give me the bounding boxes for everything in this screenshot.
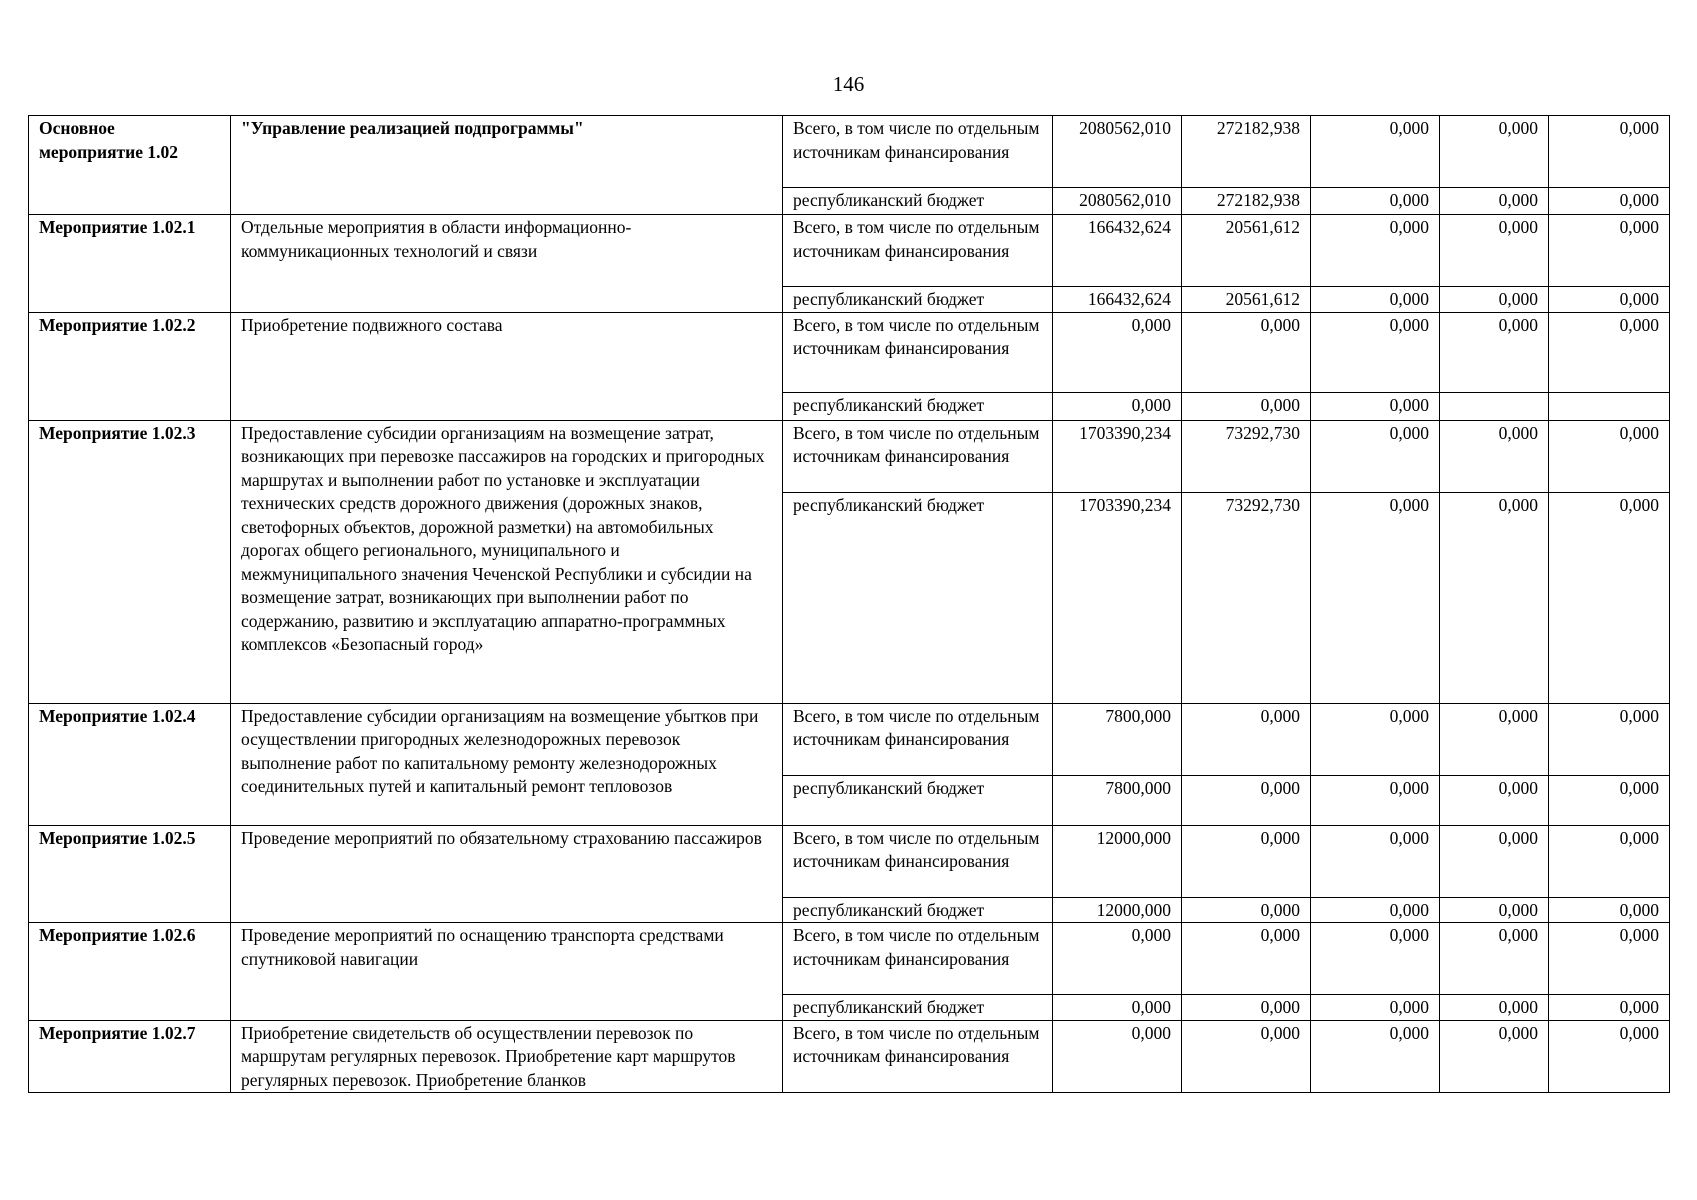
amount-cell: 0,000 (1182, 923, 1311, 995)
amount-cell: 0,000 (1311, 1020, 1440, 1093)
amount-cell: 0,000 (1440, 116, 1549, 188)
funding-source-total: Всего, в том числе по отдельным источникам финансирования (783, 215, 1053, 287)
amount-cell: 0,000 (1182, 392, 1311, 420)
amount-cell: 0,000 (1311, 775, 1440, 825)
amount-cell: 166432,624 (1053, 287, 1182, 313)
amount-cell: 0,000 (1549, 492, 1670, 703)
amount-cell: 0,000 (1549, 775, 1670, 825)
funding-source-total: Всего, в том числе по отдельным источникам финансирования (783, 1020, 1053, 1093)
amount-cell: 0,000 (1311, 215, 1440, 287)
funding-source-budget: республиканский бюджет (783, 188, 1053, 215)
amount-cell: 0,000 (1182, 825, 1311, 897)
measure-code: Основное мероприятие 1.02 (29, 116, 231, 215)
measure-code: Мероприятие 1.02.1 (29, 215, 231, 313)
amount-cell: 0,000 (1549, 188, 1670, 215)
amount-cell: 0,000 (1440, 775, 1549, 825)
measure-code: Мероприятие 1.02.5 (29, 825, 231, 923)
amount-cell: 0,000 (1440, 420, 1549, 492)
measure-name: Проведение мероприятий по оснащению транспорта средствами спутниковой навигации (231, 923, 783, 1021)
amount-cell: 0,000 (1549, 1020, 1670, 1093)
amount-cell (1440, 392, 1549, 420)
amount-cell: 0,000 (1182, 897, 1311, 923)
amount-cell: 20561,612 (1182, 215, 1311, 287)
amount-cell: 73292,730 (1182, 492, 1311, 703)
amount-cell: 73292,730 (1182, 420, 1311, 492)
amount-cell: 0,000 (1182, 995, 1311, 1021)
amount-cell: 0,000 (1311, 188, 1440, 215)
amount-cell: 0,000 (1311, 825, 1440, 897)
amount-cell: 0,000 (1053, 995, 1182, 1021)
table-row (29, 116, 1670, 188)
page-number: 146 (832, 72, 865, 96)
budget-table (28, 115, 1670, 1093)
amount-cell: 0,000 (1311, 897, 1440, 923)
amount-cell: 0,000 (1549, 923, 1670, 995)
amount-cell: 7800,000 (1053, 775, 1182, 825)
amount-cell: 7800,000 (1053, 703, 1182, 775)
measure-name: Предоставление субсидии организациям на возмещение затрат, возникающих при перевозке пассажиров на городских и пригородных маршрутах и выполнении работ по установке и эксплуатации технических средств дорожного движения (дорожных знаков, светофорных объектов, дорожной разметки) на автомобильных дорогах общего регионального, муниципального и межмуниципального значения Чеченской Республики и субсидии на возмещение затрат, возникающих при выполнении работ по содержанию, развитию и эксплуатацию аппаратно-программных комплексов «Безопасный город» (231, 420, 783, 703)
amount-cell (1549, 392, 1670, 420)
amount-cell: 0,000 (1440, 492, 1549, 703)
measure-code: Мероприятие 1.02.2 (29, 312, 231, 420)
measure-name: Отдельные мероприятия в области информационно-коммуникационных технологий и связи (231, 215, 783, 313)
amount-cell: 2080562,010 (1053, 188, 1182, 215)
amount-cell: 1703390,234 (1053, 492, 1182, 703)
amount-cell: 0,000 (1182, 775, 1311, 825)
funding-source-total: Всего, в том числе по отдельным источникам финансирования (783, 116, 1053, 188)
measure-name: Проведение мероприятий по обязательному страхованию пассажиров (231, 825, 783, 923)
funding-source-budget: республиканский бюджет (783, 995, 1053, 1021)
amount-cell: 12000,000 (1053, 825, 1182, 897)
amount-cell: 0,000 (1549, 116, 1670, 188)
measure-name: "Управление реализацией подпрограммы" (231, 116, 783, 215)
amount-cell: 0,000 (1182, 1020, 1311, 1093)
amount-cell: 2080562,010 (1053, 116, 1182, 188)
measure-name: Предоставление субсидии организациям на возмещение убытков при осуществлении пригородных железнодорожных перевозок выполнение работ по капитальному ремонту железнодорожных соединительных путей и капитальный ремонт тепловозов (231, 703, 783, 825)
amount-cell: 0,000 (1440, 188, 1549, 215)
amount-cell: 0,000 (1440, 215, 1549, 287)
amount-cell: 12000,000 (1053, 897, 1182, 923)
funding-source-total: Всего, в том числе по отдельным источникам финансирования (783, 923, 1053, 995)
funding-source-total: Всего, в том числе по отдельным источникам финансирования (783, 312, 1053, 392)
amount-cell: 0,000 (1053, 392, 1182, 420)
amount-cell: 0,000 (1053, 312, 1182, 392)
amount-cell: 0,000 (1549, 420, 1670, 492)
amount-cell: 0,000 (1549, 287, 1670, 313)
funding-source-total: Всего, в том числе по отдельным источникам финансирования (783, 420, 1053, 492)
amount-cell: 0,000 (1440, 995, 1549, 1021)
funding-source-budget: республиканский бюджет (783, 775, 1053, 825)
measure-code: Мероприятие 1.02.6 (29, 923, 231, 1021)
amount-cell: 0,000 (1549, 215, 1670, 287)
amount-cell: 0,000 (1549, 825, 1670, 897)
amount-cell: 0,000 (1311, 492, 1440, 703)
measure-name: Приобретение подвижного состава (231, 312, 783, 420)
amount-cell: 0,000 (1440, 825, 1549, 897)
amount-cell: 0,000 (1440, 897, 1549, 923)
amount-cell: 0,000 (1549, 995, 1670, 1021)
measure-code: Мероприятие 1.02.3 (29, 420, 231, 703)
amount-cell: 272182,938 (1182, 116, 1311, 188)
amount-cell: 20561,612 (1182, 287, 1311, 313)
amount-cell: 0,000 (1311, 116, 1440, 188)
table-row (29, 825, 1670, 897)
funding-source-budget: республиканский бюджет (783, 897, 1053, 923)
funding-source-budget: республиканский бюджет (783, 392, 1053, 420)
amount-cell: 166432,624 (1053, 215, 1182, 287)
amount-cell: 0,000 (1440, 923, 1549, 995)
amount-cell: 0,000 (1440, 312, 1549, 392)
funding-source-budget: республиканский бюджет (783, 492, 1053, 703)
amount-cell: 0,000 (1311, 287, 1440, 313)
amount-cell: 0,000 (1549, 897, 1670, 923)
amount-cell: 0,000 (1311, 923, 1440, 995)
table-row (29, 312, 1670, 392)
amount-cell: 1703390,234 (1053, 420, 1182, 492)
amount-cell: 0,000 (1182, 312, 1311, 392)
amount-cell: 0,000 (1549, 312, 1670, 392)
measure-code: Мероприятие 1.02.4 (29, 703, 231, 825)
funding-source-total: Всего, в том числе по отдельным источникам финансирования (783, 703, 1053, 775)
amount-cell: 0,000 (1311, 420, 1440, 492)
amount-cell: 0,000 (1311, 703, 1440, 775)
funding-source-total: Всего, в том числе по отдельным источникам финансирования (783, 825, 1053, 897)
amount-cell: 0,000 (1311, 392, 1440, 420)
table-row (29, 215, 1670, 287)
amount-cell: 0,000 (1311, 312, 1440, 392)
table-row (29, 420, 1670, 492)
amount-cell: 0,000 (1549, 703, 1670, 775)
table-row (29, 923, 1670, 995)
amount-cell: 0,000 (1053, 923, 1182, 995)
measure-code: Мероприятие 1.02.7 (29, 1020, 231, 1093)
table-row (29, 1020, 1670, 1093)
amount-cell: 272182,938 (1182, 188, 1311, 215)
table-row (29, 703, 1670, 775)
measure-name: Приобретение свидетельств об осуществлении перевозок по маршрутам регулярных перевозок. Приобретение карт маршрутов регулярных перевозок. Приобретение бланков (231, 1020, 783, 1093)
amount-cell: 0,000 (1053, 1020, 1182, 1093)
amount-cell: 0,000 (1311, 995, 1440, 1021)
amount-cell: 0,000 (1440, 287, 1549, 313)
amount-cell: 0,000 (1440, 1020, 1549, 1093)
amount-cell: 0,000 (1182, 703, 1311, 775)
funding-source-budget: республиканский бюджет (783, 287, 1053, 313)
amount-cell: 0,000 (1440, 703, 1549, 775)
